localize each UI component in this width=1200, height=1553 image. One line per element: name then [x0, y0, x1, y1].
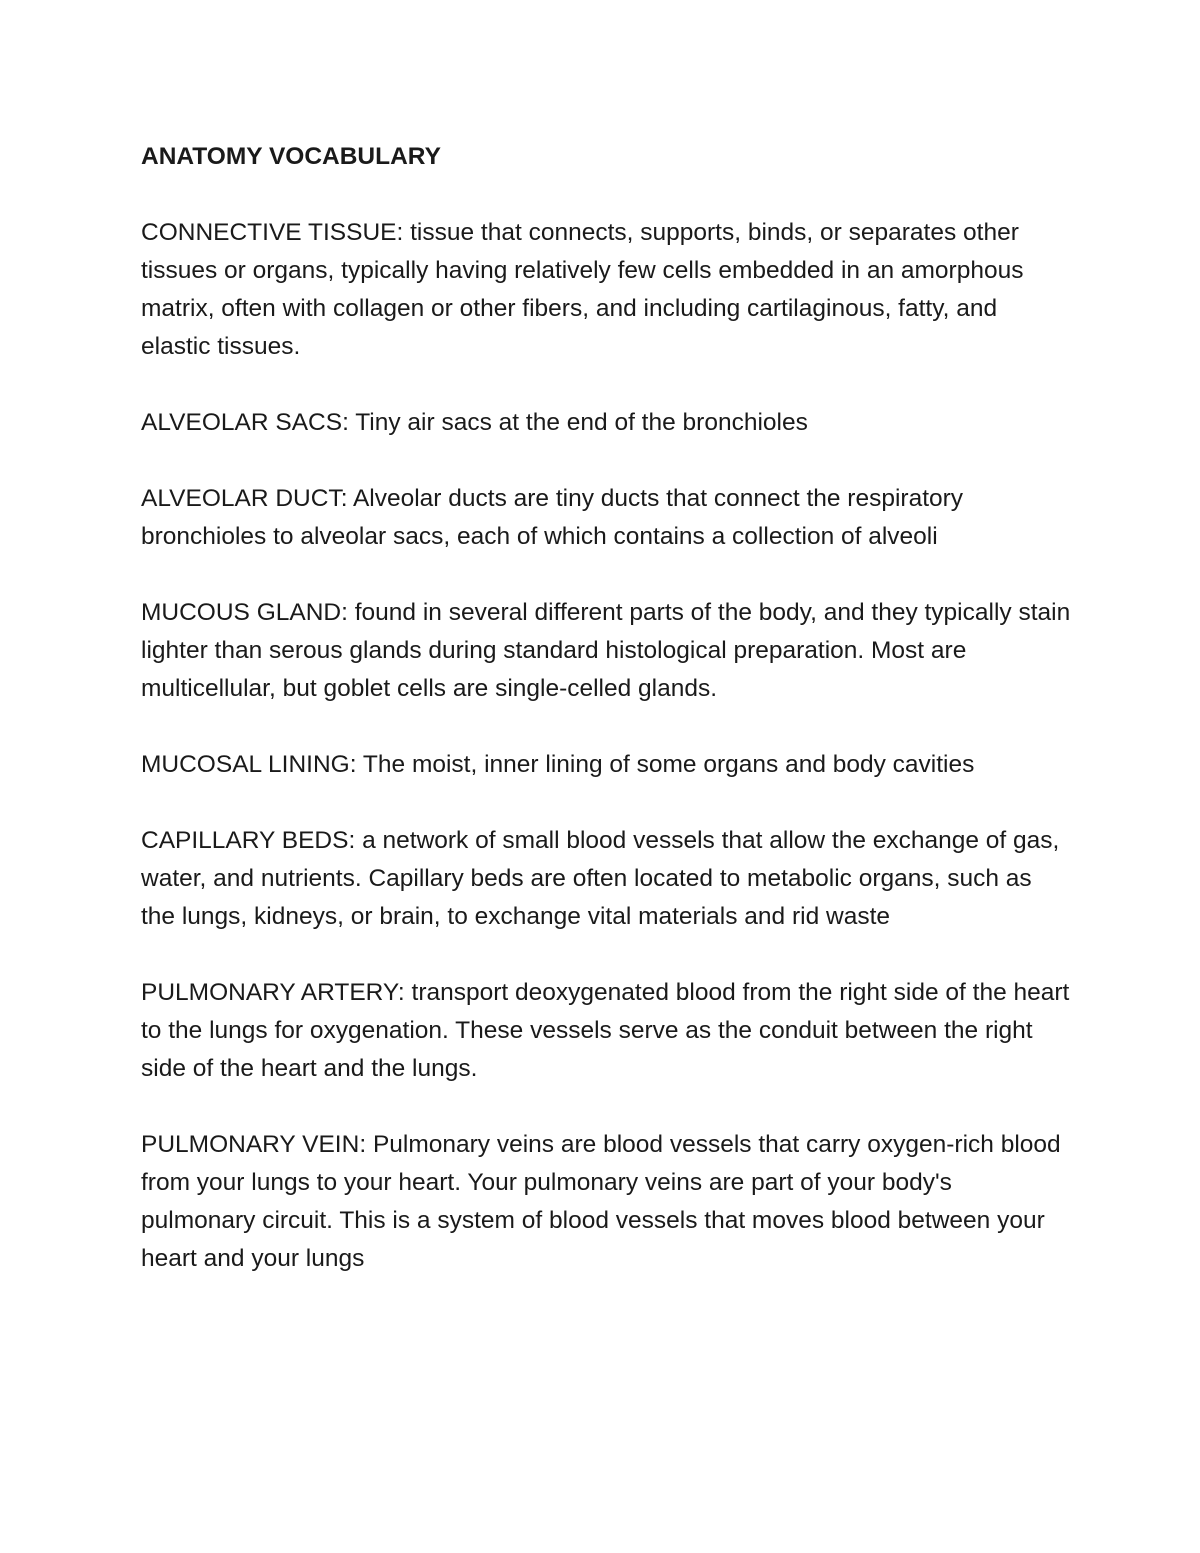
vocab-definition: found in several different parts of the body, and they typically stain lighter than serous glands during standard histological preparation. Most are multicellular, but goblet cells are single-celled glands. — [141, 599, 1071, 702]
vocab-definition: Tiny air sacs at the end of the bronchioles — [355, 409, 808, 436]
vocab-definition: a network of small blood vessels that allow the exchange of gas, water, and nutrients. Capillary beds are often located to metabolic organs, such as the lungs, kidneys, or brain, to exchange vital materials and rid waste — [141, 827, 1060, 930]
vocab-definition: tissue that connects, supports, binds, or separates other tissues or organs, typically having relatively few cells embedded in an amorphous matrix, often with collagen or other fibers, and including cartilaginous, fatty, and elastic tissues. — [141, 219, 1024, 360]
vocab-definition: Alveolar ducts are tiny ducts that connect the respiratory bronchioles to alveolar sacs, each of which contains a collection of alveoli — [141, 485, 964, 550]
vocab-entry-pulmonary-vein: PULMONARY VEIN: Pulmonary veins are blood vessels that carry oxygen-rich blood from your lungs to your heart. Your pulmonary veins are part of your body's pulmonary circuit. This is a system of blood vessels that moves blood between your heart and your lungs — [141, 1131, 1061, 1272]
vocab-definition: Pulmonary veins are blood vessels that carry oxygen-rich blood from your lungs to your heart. Your pulmonary veins are part of your body's pulmonary circuit. This is a system of blood vessels that moves blood between your heart and your lungs — [141, 1131, 1061, 1272]
vocab-term: ALVEOLAR DUCT — [141, 485, 341, 512]
vocab-entry-capillary-beds: CAPILLARY BEDS: a network of small blood vessels that allow the exchange of gas, water, and nutrients. Capillary beds are often located to metabolic organs, such as the lungs, kidneys, or brain, to exchange vital materials and rid waste — [141, 827, 1060, 930]
vocab-term: MUCOUS GLAND — [141, 599, 342, 626]
vocab-definition: transport deoxygenated blood from the right side of the heart to the lungs for oxygenation. These vessels serve as the conduit between the right side of the heart and the lungs. — [141, 979, 1070, 1082]
vocab-entry-mucosal-lining: MUCOSAL LINING: The moist, inner lining of some organs and body cavities — [141, 751, 975, 778]
vocab-term: ALVEOLAR SACS — [141, 409, 343, 436]
vocab-entry-alveolar-sacs: ALVEOLAR SACS: Tiny air sacs at the end of the bronchioles — [141, 409, 808, 436]
vocab-entry-connective-tissue: CONNECTIVE TISSUE: tissue that connects, supports, binds, or separates other tissues or organs, typically having relatively few cells embedded in an amorphous matrix, often with collagen or other fibers, and including cartilaginous, fatty, and elastic tissues. — [141, 219, 1024, 360]
vocab-term: CONNECTIVE TISSUE — [141, 219, 397, 246]
vocab-term: PULMONARY ARTERY — [141, 979, 398, 1006]
document-title: ANATOMY VOCABULARY — [141, 143, 441, 170]
vocab-entry-pulmonary-artery: PULMONARY ARTERY: transport deoxygenated blood from the right side of the heart to the lungs for oxygenation. These vessels serve as the conduit between the right side of the heart and the lungs. — [141, 979, 1070, 1082]
vocab-definition: The moist, inner lining of some organs and body cavities — [362, 751, 975, 778]
vocab-entry-alveolar-duct: ALVEOLAR DUCT: Alveolar ducts are tiny ducts that connect the respiratory bronchioles to alveolar sacs, each of which contains a collection of alveoli — [141, 485, 964, 550]
document-body — [141, 138, 1071, 1278]
vocab-term: PULMONARY VEIN — [141, 1131, 360, 1158]
vocab-term: MUCOSAL LINING — [141, 751, 350, 778]
vocab-entry-mucous-gland: MUCOUS GLAND: found in several different parts of the body, and they typically stain lighter than serous glands during standard histological preparation. Most are multicellular, but goblet cells are single-celled glands. — [141, 599, 1071, 702]
vocab-term: CAPILLARY BEDS — [141, 827, 349, 854]
